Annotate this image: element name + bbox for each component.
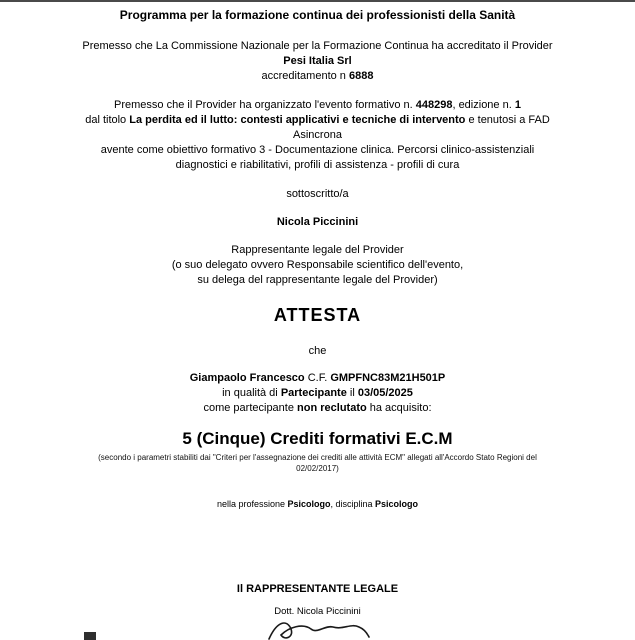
profession-value: Psicologo <box>287 499 331 509</box>
document-title: Programma per la formazione continua dei professionisti della Sanità <box>119 8 516 22</box>
page-edge-mark <box>84 632 96 640</box>
participant-block <box>28 371 607 416</box>
credits-heading: 5 (Cinque) Crediti formativi E.C.M <box>182 429 453 448</box>
attesta-heading: ATTESTA <box>273 305 362 325</box>
date-prefix: il <box>346 387 358 399</box>
criteria-fineprint <box>28 452 607 474</box>
event-number: 448298 <box>415 99 453 111</box>
accreditation-prefix: accreditamento n <box>261 70 349 82</box>
event-mode-prefix: e tenutosi a FAD <box>465 114 550 126</box>
objective-line1: avente come obiettivo formativo 3 - Documentazione clinica. Percorsi clinico-assistenziali <box>100 144 535 156</box>
signature-title: Il RAPPRESENTANTE LEGALE <box>236 583 399 595</box>
undersigned-label: sottoscritto/a <box>286 188 349 200</box>
rep-role-line2: (o suo delegato ovvero Responsabile scientifico dell'evento, <box>171 259 464 271</box>
edition-label: , edizione n. <box>452 99 515 111</box>
edition-number: 1 <box>514 99 521 111</box>
recruit-suffix: ha acquisito: <box>366 402 432 414</box>
fineprint-line2: 02/02/2017) <box>296 464 339 473</box>
profession-prefix: nella professione <box>216 499 288 509</box>
premise1-line1: Premesso che La Commissione Nazionale per la Formazione Continua ha accreditato il Provider <box>82 40 553 52</box>
recruit-status: non reclutato <box>297 402 367 414</box>
fiscal-code: GMPFNC83M21H501P <box>330 372 446 384</box>
discipline-value: Psicologo <box>375 499 419 509</box>
event-intro: Premesso che il Provider ha organizzato l'evento formativo n. <box>114 99 416 111</box>
event-mode: Asincrona <box>293 129 342 141</box>
che-label: che <box>308 345 327 357</box>
quality-prefix: in qualità di <box>222 387 281 399</box>
representative-role <box>28 243 607 288</box>
rep-role-line1: Rappresentante legale del Provider <box>231 244 404 256</box>
discipline-label: , disciplina <box>330 499 376 509</box>
fineprint-line1: (secondo i parametri stabiliti dai "Criteri per l'assegnazione dei crediti alle attività ECM" allegati all'Accordo Stato Regioni del <box>98 453 537 462</box>
participant-name: Giampaolo Francesco <box>189 372 305 384</box>
premise-provider <box>28 39 607 84</box>
handwritten-signature <box>263 617 373 640</box>
provider-name: Pesi Italia Srl <box>283 55 352 67</box>
signature-name: Dott. Nicola Piccinini <box>274 606 361 617</box>
participant-quality: Partecipante <box>280 387 347 399</box>
cf-label: C.F. <box>304 372 331 384</box>
objective-line2: diagnostici e riabilitativi, profili di assistenza - profili di cura <box>175 159 460 171</box>
premise-event <box>28 98 607 173</box>
accreditation-number: 6888 <box>348 70 374 82</box>
event-title: La perdita ed il lutto: contesti applicativi e tecniche di intervento <box>129 114 466 126</box>
recruit-prefix: come partecipante <box>203 402 298 414</box>
rep-role-line3: su delega del rappresentante legale del Provider) <box>197 274 438 286</box>
event-date: 03/05/2025 <box>357 387 413 399</box>
profession-line <box>28 497 607 512</box>
legal-representative-name: Nicola Piccinini <box>276 216 359 228</box>
title-label: dal titolo <box>85 114 130 126</box>
